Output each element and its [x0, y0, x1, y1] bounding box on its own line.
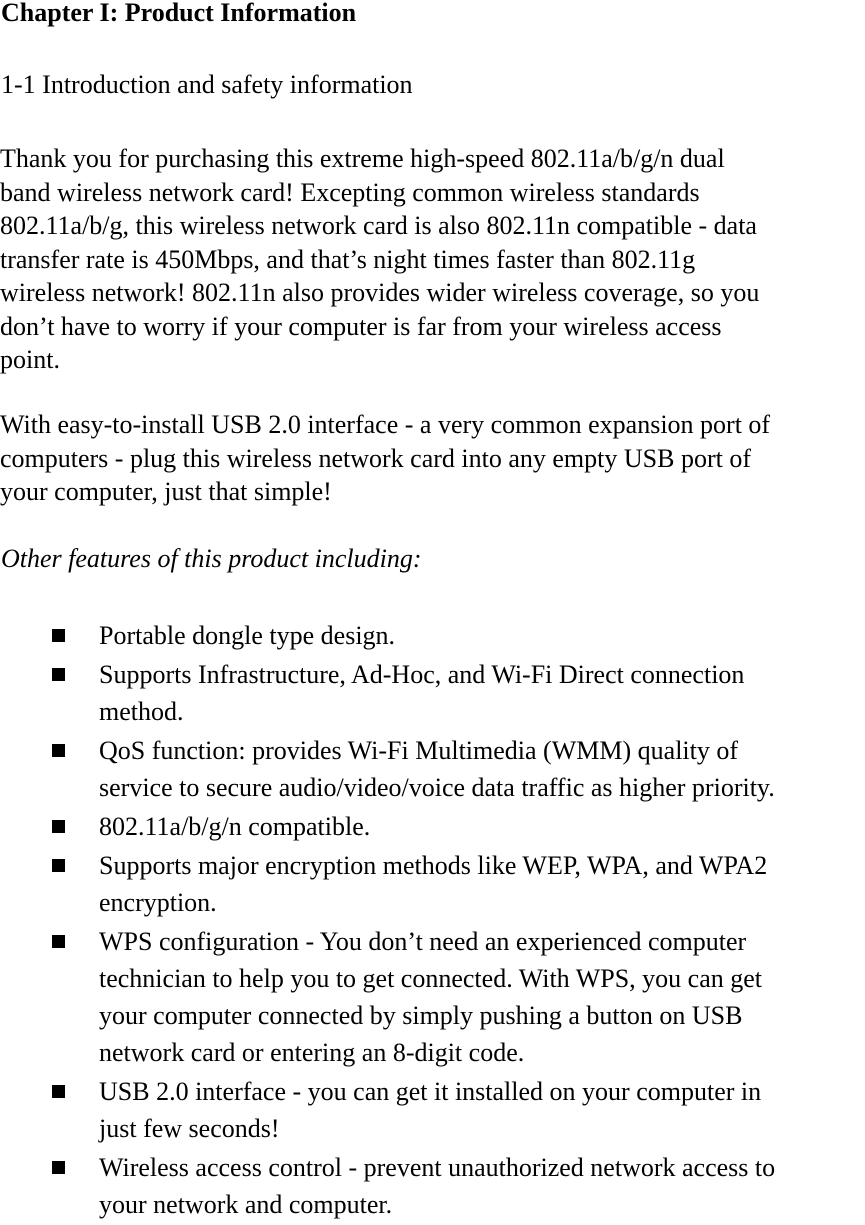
- feature-text-line: QoS function: provides Wi-Fi Multimedia (WMM) quality of: [99, 736, 739, 765]
- square-bullet-icon: [52, 859, 65, 872]
- feature-text-line: your network and computer.: [99, 1190, 393, 1219]
- feature-list-item: [0, 923, 865, 1071]
- features-heading: Other features of this product including:: [1, 544, 422, 573]
- paragraph-line: wireless network! 802.11n also provides wider wireless coverage, so you: [0, 278, 760, 307]
- feature-text-line: USB 2.0 interface - you can get it installed on your computer in: [99, 1077, 762, 1106]
- feature-text-line: your computer connected by simply pushing a button on USB: [99, 1001, 743, 1030]
- feature-text-line: Supports major encryption methods like WEP, WPA, and WPA2: [99, 851, 768, 880]
- feature-text-line: service to secure audio/video/voice data traffic as higher priority.: [99, 773, 775, 802]
- feature-list-item: [0, 1149, 865, 1223]
- feature-list-item: [0, 732, 865, 806]
- square-bullet-icon: [52, 1161, 65, 1174]
- feature-list-item: [0, 617, 865, 654]
- feature-list: [0, 617, 865, 1225]
- feature-text-line: encryption.: [99, 888, 217, 917]
- feature-text-line: WPS configuration - You don’t need an experienced computer: [99, 927, 747, 956]
- feature-text-line: Supports Infrastructure, Ad-Hoc, and Wi-Fi Direct connection: [99, 660, 745, 689]
- paragraph-line: 802.11a/b/g, this wireless network card is also 802.11n compatible - data: [0, 211, 757, 240]
- feature-list-item: [0, 656, 865, 730]
- paragraph-line: computers - plug this wireless network card into any empty USB port of: [0, 443, 751, 473]
- feature-list-item: [0, 847, 865, 921]
- feature-list-item: [0, 1073, 865, 1147]
- square-bullet-icon: [52, 744, 65, 757]
- feature-text-line: 802.11a/b/g/n compatible.: [99, 812, 371, 841]
- feature-text-line: technician to help you to get connected. With WPS, you can get: [99, 964, 762, 993]
- paragraph-line: With easy-to-install USB 2.0 interface - a very common expansion port of: [0, 410, 771, 439]
- paragraph-line: don’t have to worry if your computer is far from your wireless access: [0, 311, 722, 341]
- square-bullet-icon: [52, 1085, 65, 1098]
- feature-text-line: method.: [99, 697, 184, 726]
- square-bullet-icon: [52, 820, 65, 833]
- square-bullet-icon: [52, 935, 65, 948]
- square-bullet-icon: [52, 668, 65, 681]
- paragraph-line: transfer rate is 450Mbps, and that’s night times faster than 802.11g: [0, 244, 696, 274]
- feature-list-item: [0, 808, 865, 845]
- intro-paragraph: [0, 142, 865, 377]
- paragraph-line: band wireless network card! Excepting common wireless standards: [0, 177, 700, 207]
- feature-text-line: network card or entering an 8-digit code.: [99, 1038, 525, 1067]
- usb-paragraph: [0, 408, 865, 509]
- paragraph-line: Thank you for purchasing this extreme high-speed 802.11a/b/g/n dual: [0, 144, 725, 173]
- chapter-title: Chapter I: Product Information: [1, 0, 357, 27]
- feature-text-line: Wireless access control - prevent unauthorized network access to: [99, 1153, 776, 1182]
- feature-text-line: Portable dongle type design.: [99, 621, 396, 650]
- feature-text-line: just few seconds!: [99, 1114, 280, 1143]
- square-bullet-icon: [52, 629, 65, 642]
- paragraph-line: point.: [0, 345, 60, 374]
- section-title: 1-1 Introduction and safety information: [1, 70, 413, 99]
- paragraph-line: your computer, just that simple!: [0, 477, 332, 506]
